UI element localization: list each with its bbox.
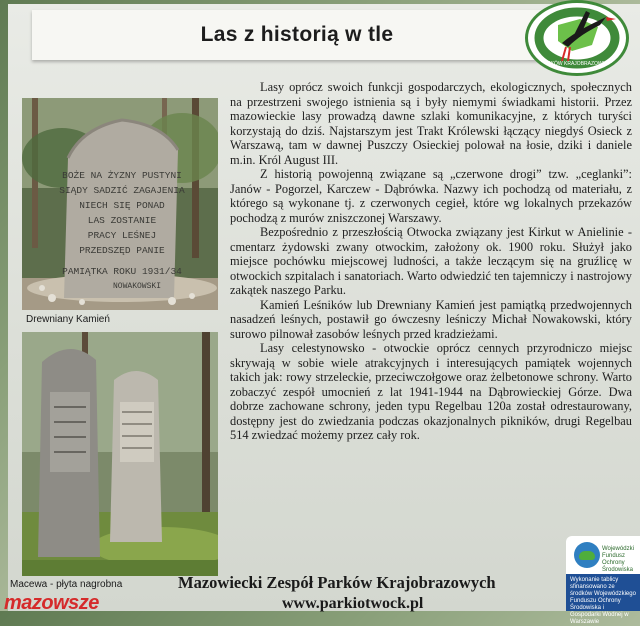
paragraph: Z historią powojenną związane są „czerwone drogi” tzw. „ceglanki”: Janów - Pogorzel, Karczew - Dąbrówka. Nazwy ich pochodzą od materiału, z którego są wykonane tj. z czerwonych cegieł, które wg lokalnych przekazów pochodzą z murów zniszczonej Warszawy. (230, 167, 632, 225)
paragraph: Bezpośrednio z przeszłością Otwocka związany jest Kirkut w Anielinie - cmentarz żydowski zwany otwockim, założony ok. 1900 roku. Służył jako miejsce pochówku miejscowej ludności, a także leczącym się na gruźlicę w otwockich szpitalach i sanatoriach. Warto odwiedzić ten tajemniczy i nastrojowy zakątek naszego Parku. (230, 225, 632, 297)
stone-line: PAMIĄTKA ROKU 1931/34 (62, 266, 182, 277)
stone-line: BOŻE NA ŻYZNY PUSTYNI (62, 170, 182, 181)
funding-note: Wykonanie tablicy sfinansowano ze środków Wojewódzkiego Funduszu Ochrony Środowiska i Gospodarki Wodnej w Warszawie (566, 574, 640, 611)
article-text (230, 80, 632, 525)
title-banner (32, 10, 562, 60)
fund-line: Wojewódzki (602, 546, 634, 552)
fund-line: Fundusz (602, 553, 626, 559)
organization-name: Mazowiecki Zespół Parków Krajobrazowych (178, 573, 496, 592)
drewniany-kamien-photo (22, 98, 218, 310)
macewa-photo (22, 332, 218, 576)
paragraph: Lasy celestynowsko - otwockie oprócz cennych przyrodniczo miejsc skrywają w sobie wiele atrakcyjnych i interesujących pamiątek wojennych takich jak: rowy strzeleckie, przeciwczołgowe oraz żelbetonowe schrony. Warto zobaczyć zespół umocnień z lat 1941-1944 na Dąbrowieckiej Górze. Dwa dobrze zachowane schrony, jeden typu Regelbau 120a został odrestaurowany, dostępny jest do zwiedzania podczas okazjonalnych pikników, drugi Regelbau 514 zwiedzać możemy przez cały rok. (230, 341, 632, 442)
stone-line: NOWAKOWSKI (112, 282, 162, 291)
fund-line: Ochrony (602, 560, 625, 566)
fund-line: Środowiska (602, 567, 634, 573)
park-logo (525, 0, 629, 76)
paragraph: Lasy oprócz swoich funkcji gospodarczych, ekologicznych, społecznych na przestrzeni swojego istnienia są i były niemymi świadkami historii. Przez mazowieckie lasy prowadzą dawne szlaki komunikacyjne, z których turyści korzystają do dziś. Najstarszym jest Trakt Królewski łączący niegdyś Osieck z Warszawą, tam w dawnej Puszczy Osieckiej polował na łosie, dziki i daniele m.in. Król August III. (230, 80, 632, 167)
fund-logo-icon (574, 542, 600, 568)
photo-caption: Drewniany Kamień (26, 314, 110, 325)
stone-line: PRZEDSZĘD PANIE (79, 245, 165, 256)
svg-text:PARKÓW KRAJOBRAZOWYCH: PARKÓW KRAJOBRAZOWYCH (540, 61, 614, 67)
page-title: Las z historią w tle (200, 23, 394, 46)
paragraph: Kamień Leśników lub Drewniany Kamień jest pamiątką przedwojennych nasadzeń leśnych, postawił go ówczesny leśniczy Michał Nowakowski, który surowo pilnował zasobów leśnych przed kradzieżami. (230, 297, 632, 341)
photo-caption: Macewa - płyta nagrobna (10, 579, 123, 590)
fund-name (602, 546, 638, 574)
stork-bird-icon (528, 3, 626, 73)
stone-line: SIĄDY SADZIĆ ZAGAJENIA (59, 185, 185, 196)
mazowsze-logo: mazowsze (4, 592, 99, 614)
stone-line: NIECH SIĘ PONAD (79, 200, 165, 211)
website-url: www.parkiotwock.pl (282, 595, 424, 612)
stone-line: PRACY LEŚNEJ (87, 230, 157, 241)
stone-line: LAS ZOSTANIE (87, 215, 157, 226)
funding-badge (566, 536, 640, 625)
